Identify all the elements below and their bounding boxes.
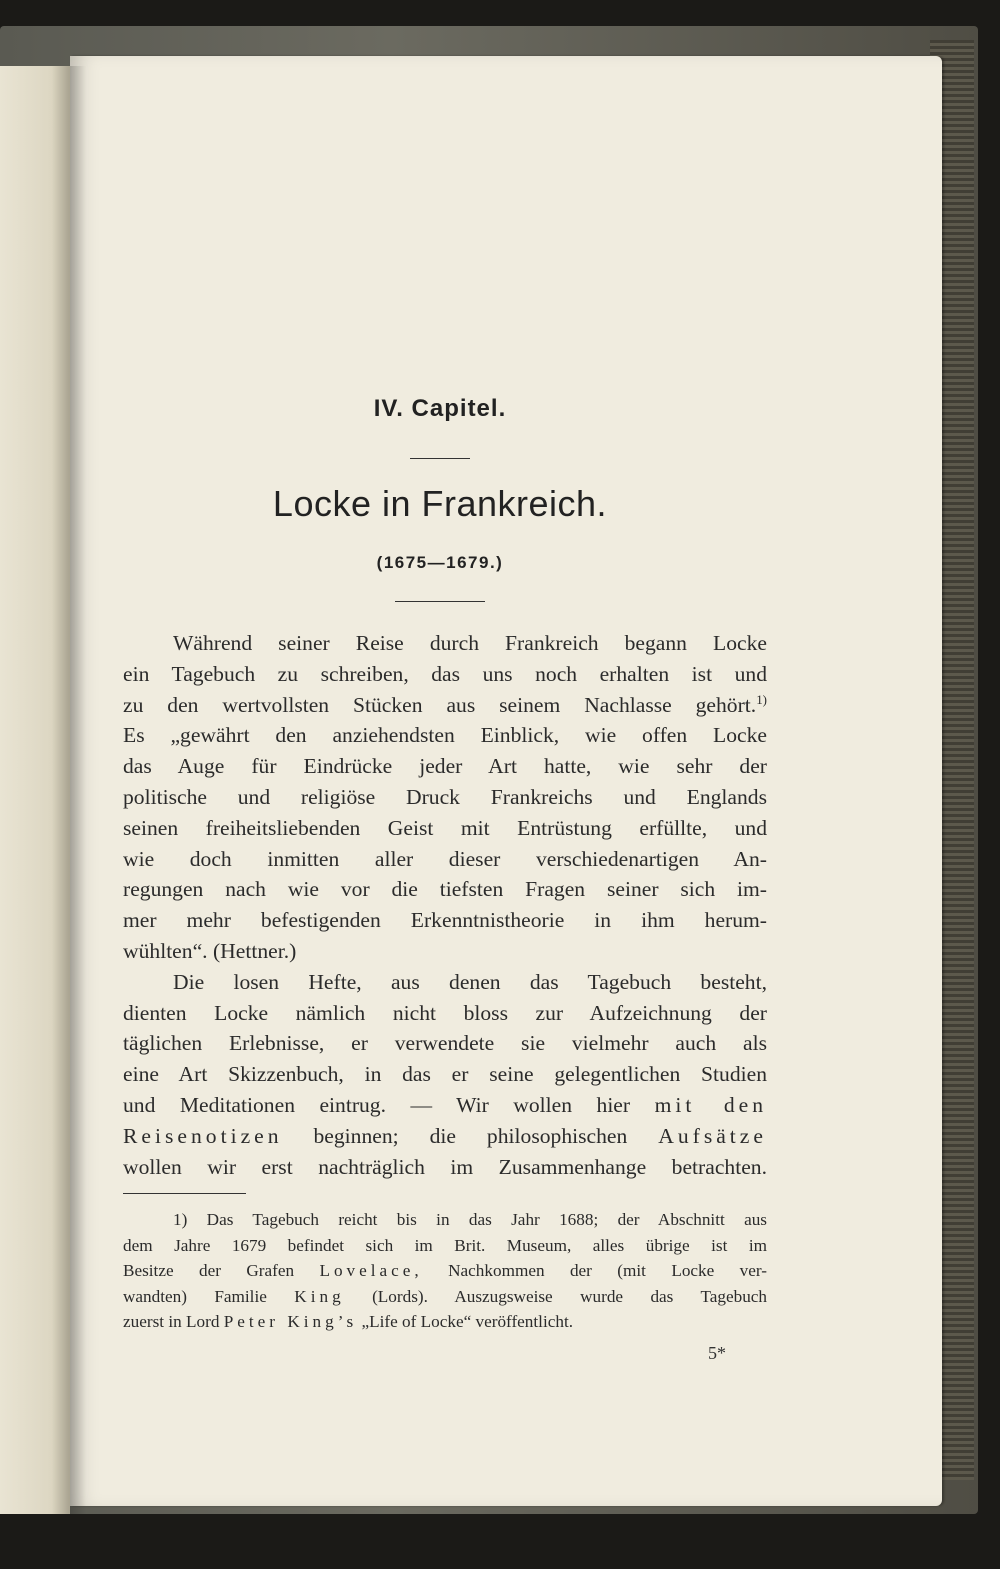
emphasized-text: Reisenotizen [123,1123,283,1148]
footnote [123,1207,767,1335]
text-line: täglichen Erlebnisse, er verwendete sie vielmehr auch als [123,1031,767,1056]
text-line: Es „gewährt den anziehendsten Einblick, wie offen Locke [123,723,767,748]
text-line: regungen nach wie vor die tiefsten Fragen seiner sich im- [123,877,767,902]
text-line: das Auge für Eindrücke jeder Art hatte, wie sehr der [123,754,767,779]
footnote-text: wandten) Familie [123,1286,267,1306]
text-line: wollen wir erst nachträglich im Zusammenhange betrachten. [123,1154,767,1179]
chapter-title: Locke in Frankreich. [272,483,608,524]
text-segment: und Meditationen eintrug. — Wir wollen hier [123,1092,631,1117]
text-line: Während seiner Reise durch Frankreich begann Locke [173,631,767,655]
text-line: politische und religiöse Druck Frankreichs und Englands [123,784,767,809]
footnote-reference: 1) [756,691,767,707]
footnote-marker: 1) [173,1210,188,1229]
text-line: wie doch inmitten aller dieser verschiedenartigen An- [123,846,767,871]
text-line: seinen freiheitsliebenden Geist mit Entrüstung erfüllte, und [123,815,767,840]
text-line: mer mehr befestigenden Erkenntnistheorie in ihm herum- [123,908,767,933]
text-line: dienten Locke nämlich nicht bloss zur Aufzeichnung der [123,1000,767,1025]
footnote-line [123,1284,767,1310]
page-gutter-shadow [52,66,86,1514]
chapter-years: (1675—1679.) [376,553,504,572]
title-divider [395,601,485,602]
text-line: Die losen Hefte, aus denen das Tagebuch besteht, [173,969,767,994]
footnote-line: dem Jahre 1679 befindet sich im Brit. Museum, alles übrige ist im [123,1235,767,1255]
footnote-text: Nachkommen der (mit Locke ver- [448,1261,768,1281]
text-line [123,1090,767,1121]
emphasized-text: King [294,1286,345,1306]
text-line [123,690,767,721]
emphasized-text: Aufsätze [658,1123,767,1148]
footnote-text: (Lords). Auszugsweise wurde das Tagebuch [372,1286,768,1306]
paragraph-2 [123,967,767,1183]
footnote-line [123,1207,767,1233]
body-text [123,628,767,1182]
text-line: ein Tagebuch zu schreiben, das uns noch erhalten ist und [123,661,767,686]
page-number: 5* [708,1343,726,1363]
text-line: eine Art Skizzenbuch, in das er seine gelegentlichen Studien [123,1062,767,1087]
text-line-content: zu den wertvollsten Stücken aus seinem Nachlasse gehört. [123,692,757,717]
footnote-text: „Life of Locke“ veröffentlicht. [361,1312,574,1332]
footnote-line [123,1309,767,1335]
text-line: wühlten“. (Hettner.) [123,938,297,963]
footnote-text: Besitze der Grafen [123,1261,295,1281]
emphasized-text: Peter King’s [223,1312,358,1332]
emphasized-text: mit den [654,1092,767,1117]
emphasized-text: Lovelace, [319,1261,423,1281]
paragraph-1 [123,628,767,967]
chapter-divider [410,458,470,459]
chapter-heading: IV. Capitel. [373,395,507,422]
text-line [123,1121,767,1152]
footnote-line [123,1258,767,1284]
footnote-text: Das Tagebuch reicht bis in das Jahr 1688; der Abschnitt aus [206,1210,767,1229]
footnote-divider [123,1193,246,1194]
text-segment: beginnen; die philosophischen [313,1123,628,1148]
footnote-text: zuerst in Lord [123,1312,220,1332]
